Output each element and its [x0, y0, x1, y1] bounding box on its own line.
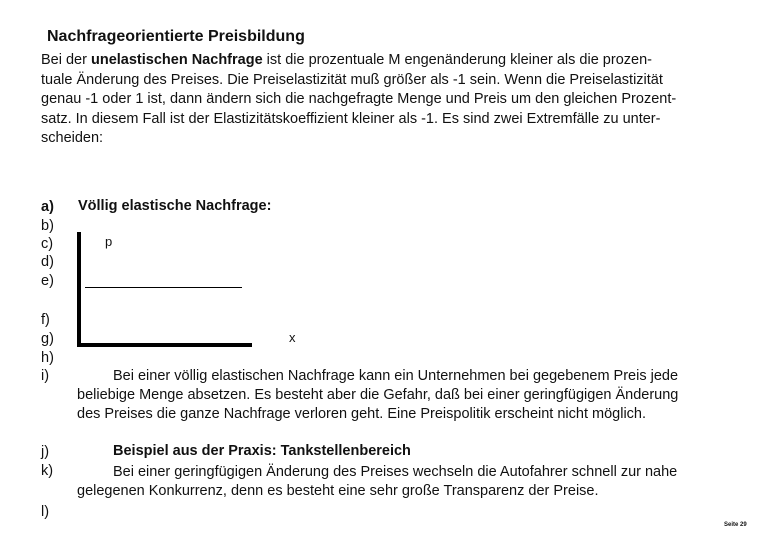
intro-bold-term: unelastischen Nachfrage: [90, 52, 263, 68]
intro-line-1-pre: Bei der: [41, 52, 91, 68]
quantity-axis-label: x: [289, 330, 296, 345]
list-label-d: d): [41, 254, 54, 270]
list-label-f: f): [41, 312, 50, 328]
price-axis-label: p: [105, 234, 113, 249]
intro-line-2: tuale Änderung des Preises. Die Preiselastizität muß größer als -1 sein. Wenn die Preiselastizität: [41, 71, 663, 88]
list-label-i: i): [41, 368, 50, 384]
page-number: Seite 29: [724, 522, 747, 528]
list-label-h: h): [41, 350, 54, 366]
list-label-b: b): [41, 218, 54, 234]
intro-line-4: satz. In diesem Fall ist der Elastizitätskoeffizient kleiner als -1. Es sind zwei Extremfälle zu unter-: [41, 110, 661, 127]
elastic-line-2: beliebige Menge absetzen. Es besteht aber die Gefahr, daß bei einer geringfügigen Änderung: [77, 387, 679, 403]
list-label-a: a): [41, 199, 54, 215]
praxis-line-1: Bei einer geringfügigen Änderung des Preises wechseln die Autofahrer schnell zur nahe: [113, 464, 678, 480]
demand-curve: [85, 287, 242, 288]
list-label-c: c): [41, 236, 54, 252]
praxis-heading: Beispiel aus der Praxis: Tankstellenbereich: [113, 443, 411, 459]
list-label-k: k): [41, 463, 54, 479]
price-axis: [77, 232, 81, 346]
intro-line-1-post: ist die prozentuale M engenänderung kleiner als die prozen-: [262, 52, 652, 68]
list-label-e: e): [41, 273, 54, 289]
intro-paragraph: [41, 51, 741, 149]
intro-line-1: [41, 51, 741, 71]
intro-line-3: genau -1 oder 1 ist, dann ändern sich die nachgefragte Menge und Preis um den gleichen Prozent-: [41, 91, 677, 107]
list-label-l: l): [41, 504, 50, 520]
page-title: Nachfrageorientierte Preisbildung: [47, 28, 305, 45]
elastic-line-1: Bei einer völlig elastischen Nachfrage kann ein Unternehmen bei gegebenem Preis jede: [113, 368, 679, 384]
quantity-axis: [77, 343, 252, 347]
praxis-paragraph: [77, 463, 757, 501]
list-label-g: g): [41, 331, 54, 347]
intro-line-5: scheiden:: [41, 130, 104, 146]
elastic-demand-heading: Völlig elastische Nachfrage:: [78, 198, 272, 214]
praxis-line-2: gelegenen Konkurrenz, denn es besteht eine sehr große Transparenz der Preise.: [77, 483, 599, 499]
elastic-demand-paragraph: [77, 367, 757, 424]
elastic-line-3: des Preises die ganze Nachfrage verloren geht. Eine Preispolitik erscheint nicht möglich.: [77, 406, 647, 422]
list-label-j: j): [41, 444, 50, 460]
